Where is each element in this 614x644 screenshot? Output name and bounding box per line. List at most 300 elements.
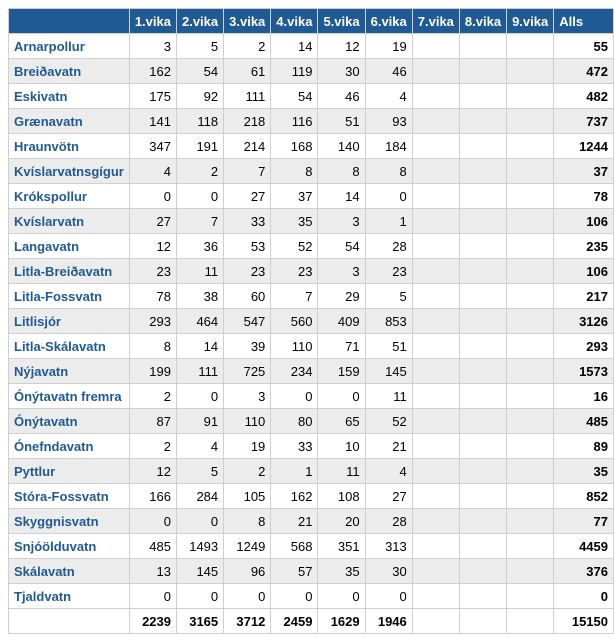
grand-total-cell: 15150 bbox=[554, 609, 614, 634]
week-cell: 54 bbox=[318, 234, 365, 259]
week-cell: 3 bbox=[129, 34, 176, 59]
week-cell: 29 bbox=[318, 284, 365, 309]
week-cell: 52 bbox=[365, 409, 412, 434]
lake-name: Skálavatn bbox=[9, 559, 130, 584]
week-cell: 1249 bbox=[224, 534, 271, 559]
week-cell: 3 bbox=[318, 259, 365, 284]
table-row bbox=[9, 84, 614, 109]
week-cell: 4 bbox=[365, 459, 412, 484]
week-cell: 162 bbox=[129, 59, 176, 84]
week-cell: 52 bbox=[271, 234, 318, 259]
week-cell: 39 bbox=[224, 334, 271, 359]
table-row bbox=[9, 34, 614, 59]
week-cell: 61 bbox=[224, 59, 271, 84]
lake-name: Kvíslarvatn bbox=[9, 209, 130, 234]
week-cell: 28 bbox=[365, 509, 412, 534]
row-total-cell: 293 bbox=[554, 334, 614, 359]
week-cell bbox=[459, 484, 506, 509]
week-cell: 4 bbox=[176, 434, 223, 459]
week-cell: 2 bbox=[224, 459, 271, 484]
week-cell bbox=[507, 134, 554, 159]
week-cell bbox=[507, 434, 554, 459]
week-cell bbox=[412, 234, 459, 259]
row-total-cell: 3126 bbox=[554, 309, 614, 334]
week-cell: 347 bbox=[129, 134, 176, 159]
week-cell: 80 bbox=[271, 409, 318, 434]
row-total-cell: 852 bbox=[554, 484, 614, 509]
week-cell: 35 bbox=[318, 559, 365, 584]
lake-name: Hraunvötn bbox=[9, 134, 130, 159]
lake-name: Langavatn bbox=[9, 234, 130, 259]
week-cell: 8 bbox=[318, 159, 365, 184]
week-cell: 0 bbox=[271, 384, 318, 409]
week-cell bbox=[459, 184, 506, 209]
week-cell: 14 bbox=[271, 34, 318, 59]
week-cell: 4 bbox=[365, 84, 412, 109]
lake-name: Litla-Skálavatn bbox=[9, 334, 130, 359]
week-cell: 159 bbox=[318, 359, 365, 384]
week-cell: 37 bbox=[271, 184, 318, 209]
week-cell bbox=[507, 84, 554, 109]
week-cell bbox=[459, 434, 506, 459]
lake-name: Litlisjór bbox=[9, 309, 130, 334]
week-cell: 23 bbox=[129, 259, 176, 284]
week-cell: 0 bbox=[318, 584, 365, 609]
week-cell: 116 bbox=[271, 109, 318, 134]
week-total-cell: 2459 bbox=[271, 609, 318, 634]
week-cell bbox=[459, 359, 506, 384]
header-week-9: 9.vika bbox=[507, 9, 554, 34]
week-cell bbox=[412, 59, 459, 84]
week-cell: 13 bbox=[129, 559, 176, 584]
week-cell: 8 bbox=[224, 509, 271, 534]
row-total-cell: 37 bbox=[554, 159, 614, 184]
row-total-cell: 485 bbox=[554, 409, 614, 434]
week-cell bbox=[507, 209, 554, 234]
week-cell bbox=[412, 409, 459, 434]
week-cell bbox=[459, 259, 506, 284]
week-cell: 54 bbox=[176, 59, 223, 84]
week-cell bbox=[507, 259, 554, 284]
week-cell: 409 bbox=[318, 309, 365, 334]
row-total-cell: 482 bbox=[554, 84, 614, 109]
week-cell bbox=[459, 209, 506, 234]
week-cell: 175 bbox=[129, 84, 176, 109]
week-cell: 0 bbox=[129, 584, 176, 609]
week-cell: 853 bbox=[365, 309, 412, 334]
week-cell bbox=[507, 509, 554, 534]
row-total-cell: 376 bbox=[554, 559, 614, 584]
table-row bbox=[9, 359, 614, 384]
row-total-cell: 16 bbox=[554, 384, 614, 409]
week-cell: 19 bbox=[365, 34, 412, 59]
week-total-cell bbox=[459, 609, 506, 634]
week-cell bbox=[507, 334, 554, 359]
week-cell: 92 bbox=[176, 84, 223, 109]
week-cell: 71 bbox=[318, 334, 365, 359]
week-cell bbox=[507, 409, 554, 434]
week-cell bbox=[459, 134, 506, 159]
week-cell: 1 bbox=[271, 459, 318, 484]
week-cell bbox=[412, 209, 459, 234]
lake-name: Snjóölduvatn bbox=[9, 534, 130, 559]
week-cell: 11 bbox=[318, 459, 365, 484]
week-cell bbox=[507, 484, 554, 509]
week-cell: 14 bbox=[176, 334, 223, 359]
week-cell: 2 bbox=[224, 34, 271, 59]
week-cell: 35 bbox=[271, 209, 318, 234]
week-cell bbox=[412, 159, 459, 184]
week-cell bbox=[459, 334, 506, 359]
row-total-cell: 106 bbox=[554, 209, 614, 234]
week-cell bbox=[412, 359, 459, 384]
catch-table bbox=[8, 8, 614, 634]
row-total-cell: 35 bbox=[554, 459, 614, 484]
week-cell: 166 bbox=[129, 484, 176, 509]
week-cell: 0 bbox=[176, 184, 223, 209]
header-week-6: 6.vika bbox=[365, 9, 412, 34]
week-cell: 46 bbox=[318, 84, 365, 109]
week-cell: 2 bbox=[129, 384, 176, 409]
week-cell: 51 bbox=[318, 109, 365, 134]
week-cell bbox=[459, 309, 506, 334]
week-cell: 110 bbox=[224, 409, 271, 434]
week-cell bbox=[507, 284, 554, 309]
week-cell: 12 bbox=[129, 459, 176, 484]
week-cell: 60 bbox=[224, 284, 271, 309]
week-cell: 54 bbox=[271, 84, 318, 109]
week-cell: 51 bbox=[365, 334, 412, 359]
table-row bbox=[9, 234, 614, 259]
week-cell bbox=[459, 584, 506, 609]
week-cell: 5 bbox=[176, 459, 223, 484]
header-week-7: 7.vika bbox=[412, 9, 459, 34]
table-row bbox=[9, 534, 614, 559]
week-cell: 2 bbox=[176, 159, 223, 184]
week-cell bbox=[412, 459, 459, 484]
header-week-8: 8.vika bbox=[459, 9, 506, 34]
week-cell: 11 bbox=[365, 384, 412, 409]
week-cell bbox=[507, 459, 554, 484]
week-cell: 5 bbox=[176, 34, 223, 59]
week-cell: 234 bbox=[271, 359, 318, 384]
week-cell: 464 bbox=[176, 309, 223, 334]
row-total-cell: 0 bbox=[554, 584, 614, 609]
week-cell: 118 bbox=[176, 109, 223, 134]
week-cell: 0 bbox=[365, 184, 412, 209]
week-cell: 1493 bbox=[176, 534, 223, 559]
week-cell: 21 bbox=[271, 509, 318, 534]
lake-name: Litla-Breiðavatn bbox=[9, 259, 130, 284]
week-cell bbox=[507, 309, 554, 334]
week-cell: 7 bbox=[176, 209, 223, 234]
week-cell bbox=[412, 184, 459, 209]
week-cell: 218 bbox=[224, 109, 271, 134]
row-total-cell: 106 bbox=[554, 259, 614, 284]
week-cell: 568 bbox=[271, 534, 318, 559]
header-week-5: 5.vika bbox=[318, 9, 365, 34]
week-cell: 3 bbox=[224, 384, 271, 409]
week-cell bbox=[412, 534, 459, 559]
week-total-cell bbox=[507, 609, 554, 634]
week-cell: 0 bbox=[365, 584, 412, 609]
week-cell bbox=[459, 59, 506, 84]
table-row bbox=[9, 584, 614, 609]
lake-name: Pyttlur bbox=[9, 459, 130, 484]
week-cell: 5 bbox=[365, 284, 412, 309]
week-cell bbox=[459, 509, 506, 534]
week-cell: 0 bbox=[176, 584, 223, 609]
week-cell: 162 bbox=[271, 484, 318, 509]
week-cell: 547 bbox=[224, 309, 271, 334]
week-cell: 119 bbox=[271, 59, 318, 84]
row-total-cell: 77 bbox=[554, 509, 614, 534]
table-row bbox=[9, 209, 614, 234]
week-cell bbox=[507, 109, 554, 134]
week-cell: 110 bbox=[271, 334, 318, 359]
week-cell: 191 bbox=[176, 134, 223, 159]
week-cell: 8 bbox=[129, 334, 176, 359]
table-row bbox=[9, 259, 614, 284]
week-cell: 111 bbox=[176, 359, 223, 384]
week-cell: 93 bbox=[365, 109, 412, 134]
week-total-cell: 3165 bbox=[176, 609, 223, 634]
week-cell bbox=[459, 109, 506, 134]
table-row bbox=[9, 309, 614, 334]
week-cell: 30 bbox=[318, 59, 365, 84]
week-cell bbox=[459, 384, 506, 409]
week-cell bbox=[412, 384, 459, 409]
week-cell: 313 bbox=[365, 534, 412, 559]
week-cell: 0 bbox=[224, 584, 271, 609]
week-cell: 11 bbox=[176, 259, 223, 284]
week-cell: 725 bbox=[224, 359, 271, 384]
week-cell: 0 bbox=[176, 384, 223, 409]
week-cell bbox=[507, 559, 554, 584]
table-totals-row bbox=[9, 609, 614, 634]
week-cell bbox=[412, 109, 459, 134]
table-row bbox=[9, 134, 614, 159]
week-cell: 27 bbox=[129, 209, 176, 234]
header-week-4: 4.vika bbox=[271, 9, 318, 34]
week-cell bbox=[507, 384, 554, 409]
header-corner bbox=[9, 9, 130, 34]
week-cell: 111 bbox=[224, 84, 271, 109]
week-cell bbox=[459, 234, 506, 259]
week-cell bbox=[412, 284, 459, 309]
week-cell: 28 bbox=[365, 234, 412, 259]
row-total-cell: 89 bbox=[554, 434, 614, 459]
week-cell: 7 bbox=[271, 284, 318, 309]
week-cell: 8 bbox=[271, 159, 318, 184]
lake-name: Ónýtavatn bbox=[9, 409, 130, 434]
week-cell: 0 bbox=[176, 509, 223, 534]
lake-name: Kvíslarvatnsgígur bbox=[9, 159, 130, 184]
table-row bbox=[9, 509, 614, 534]
table-row bbox=[9, 159, 614, 184]
week-cell: 214 bbox=[224, 134, 271, 159]
lake-name: Nýjavatn bbox=[9, 359, 130, 384]
week-cell bbox=[459, 159, 506, 184]
week-cell: 145 bbox=[176, 559, 223, 584]
header-week-1: 1.vika bbox=[129, 9, 176, 34]
week-cell: 0 bbox=[129, 184, 176, 209]
week-cell: 27 bbox=[224, 184, 271, 209]
week-cell: 485 bbox=[129, 534, 176, 559]
week-cell: 3 bbox=[318, 209, 365, 234]
table-row bbox=[9, 459, 614, 484]
week-cell: 168 bbox=[271, 134, 318, 159]
week-cell bbox=[412, 134, 459, 159]
row-total-cell: 78 bbox=[554, 184, 614, 209]
table-row bbox=[9, 109, 614, 134]
row-total-cell: 1244 bbox=[554, 134, 614, 159]
week-cell: 65 bbox=[318, 409, 365, 434]
week-cell: 7 bbox=[224, 159, 271, 184]
week-cell: 20 bbox=[318, 509, 365, 534]
week-cell bbox=[459, 84, 506, 109]
week-cell: 23 bbox=[365, 259, 412, 284]
week-cell: 78 bbox=[129, 284, 176, 309]
week-cell bbox=[459, 409, 506, 434]
lake-name: Breiðavatn bbox=[9, 59, 130, 84]
week-cell bbox=[507, 234, 554, 259]
week-cell: 4 bbox=[129, 159, 176, 184]
week-cell: 140 bbox=[318, 134, 365, 159]
lake-name: Litla-Fossvatn bbox=[9, 284, 130, 309]
week-cell: 105 bbox=[224, 484, 271, 509]
week-cell: 19 bbox=[224, 434, 271, 459]
week-cell: 284 bbox=[176, 484, 223, 509]
week-cell bbox=[507, 184, 554, 209]
lake-name: Arnarpollur bbox=[9, 34, 130, 59]
table-header-row bbox=[9, 9, 614, 34]
week-cell: 30 bbox=[365, 559, 412, 584]
week-cell: 141 bbox=[129, 109, 176, 134]
week-cell: 145 bbox=[365, 359, 412, 384]
week-cell bbox=[507, 34, 554, 59]
week-cell: 0 bbox=[129, 509, 176, 534]
week-cell: 38 bbox=[176, 284, 223, 309]
week-cell: 33 bbox=[271, 434, 318, 459]
week-cell: 560 bbox=[271, 309, 318, 334]
week-cell: 184 bbox=[365, 134, 412, 159]
week-cell: 96 bbox=[224, 559, 271, 584]
lake-name: Ónýtavatn fremra bbox=[9, 384, 130, 409]
week-cell bbox=[507, 59, 554, 84]
lake-name: Tjaldvatn bbox=[9, 584, 130, 609]
week-total-cell: 1629 bbox=[318, 609, 365, 634]
week-cell: 199 bbox=[129, 359, 176, 384]
week-cell: 36 bbox=[176, 234, 223, 259]
table-row bbox=[9, 484, 614, 509]
week-cell: 46 bbox=[365, 59, 412, 84]
week-cell bbox=[412, 259, 459, 284]
week-cell bbox=[459, 34, 506, 59]
week-cell: 53 bbox=[224, 234, 271, 259]
week-total-cell: 2239 bbox=[129, 609, 176, 634]
week-cell: 8 bbox=[365, 159, 412, 184]
week-cell: 14 bbox=[318, 184, 365, 209]
week-cell bbox=[412, 84, 459, 109]
table-row bbox=[9, 434, 614, 459]
header-week-2: 2.vika bbox=[176, 9, 223, 34]
week-cell: 87 bbox=[129, 409, 176, 434]
week-cell bbox=[507, 159, 554, 184]
week-cell bbox=[459, 534, 506, 559]
week-cell: 23 bbox=[224, 259, 271, 284]
row-total-cell: 4459 bbox=[554, 534, 614, 559]
week-cell bbox=[459, 559, 506, 584]
week-cell bbox=[507, 359, 554, 384]
week-cell: 1 bbox=[365, 209, 412, 234]
week-total-cell: 1946 bbox=[365, 609, 412, 634]
table-row bbox=[9, 59, 614, 84]
lake-name: Skyggnisvatn bbox=[9, 509, 130, 534]
week-cell bbox=[459, 284, 506, 309]
table-body bbox=[9, 34, 614, 609]
table-row bbox=[9, 184, 614, 209]
table-row bbox=[9, 559, 614, 584]
row-total-cell: 1573 bbox=[554, 359, 614, 384]
row-total-cell: 55 bbox=[554, 34, 614, 59]
table-row bbox=[9, 334, 614, 359]
week-cell: 21 bbox=[365, 434, 412, 459]
week-cell: 91 bbox=[176, 409, 223, 434]
week-cell: 0 bbox=[318, 384, 365, 409]
week-cell: 12 bbox=[129, 234, 176, 259]
week-cell: 0 bbox=[271, 584, 318, 609]
table-row bbox=[9, 409, 614, 434]
week-cell bbox=[507, 534, 554, 559]
week-cell: 27 bbox=[365, 484, 412, 509]
week-cell: 293 bbox=[129, 309, 176, 334]
lake-name: Grænavatn bbox=[9, 109, 130, 134]
row-total-cell: 217 bbox=[554, 284, 614, 309]
week-cell bbox=[412, 434, 459, 459]
lake-name: Ónefndavatn bbox=[9, 434, 130, 459]
week-cell: 2 bbox=[129, 434, 176, 459]
week-cell bbox=[412, 559, 459, 584]
week-cell: 12 bbox=[318, 34, 365, 59]
week-cell bbox=[412, 584, 459, 609]
table-row bbox=[9, 284, 614, 309]
header-week-3: 3.vika bbox=[224, 9, 271, 34]
lake-name: Eskivatn bbox=[9, 84, 130, 109]
row-total-cell: 235 bbox=[554, 234, 614, 259]
week-total-cell bbox=[412, 609, 459, 634]
lake-name: Stóra-Fossvatn bbox=[9, 484, 130, 509]
week-cell bbox=[412, 34, 459, 59]
catch-table-container bbox=[8, 8, 614, 634]
week-cell bbox=[412, 334, 459, 359]
week-cell: 57 bbox=[271, 559, 318, 584]
week-cell bbox=[507, 584, 554, 609]
week-cell: 23 bbox=[271, 259, 318, 284]
week-cell: 351 bbox=[318, 534, 365, 559]
week-total-cell: 3712 bbox=[224, 609, 271, 634]
week-cell: 33 bbox=[224, 209, 271, 234]
week-cell bbox=[412, 484, 459, 509]
week-cell bbox=[459, 459, 506, 484]
row-total-cell: 472 bbox=[554, 59, 614, 84]
table-row bbox=[9, 384, 614, 409]
week-cell: 108 bbox=[318, 484, 365, 509]
week-cell bbox=[412, 509, 459, 534]
row-total-cell: 737 bbox=[554, 109, 614, 134]
lake-name: Krókspollur bbox=[9, 184, 130, 209]
week-cell bbox=[412, 309, 459, 334]
